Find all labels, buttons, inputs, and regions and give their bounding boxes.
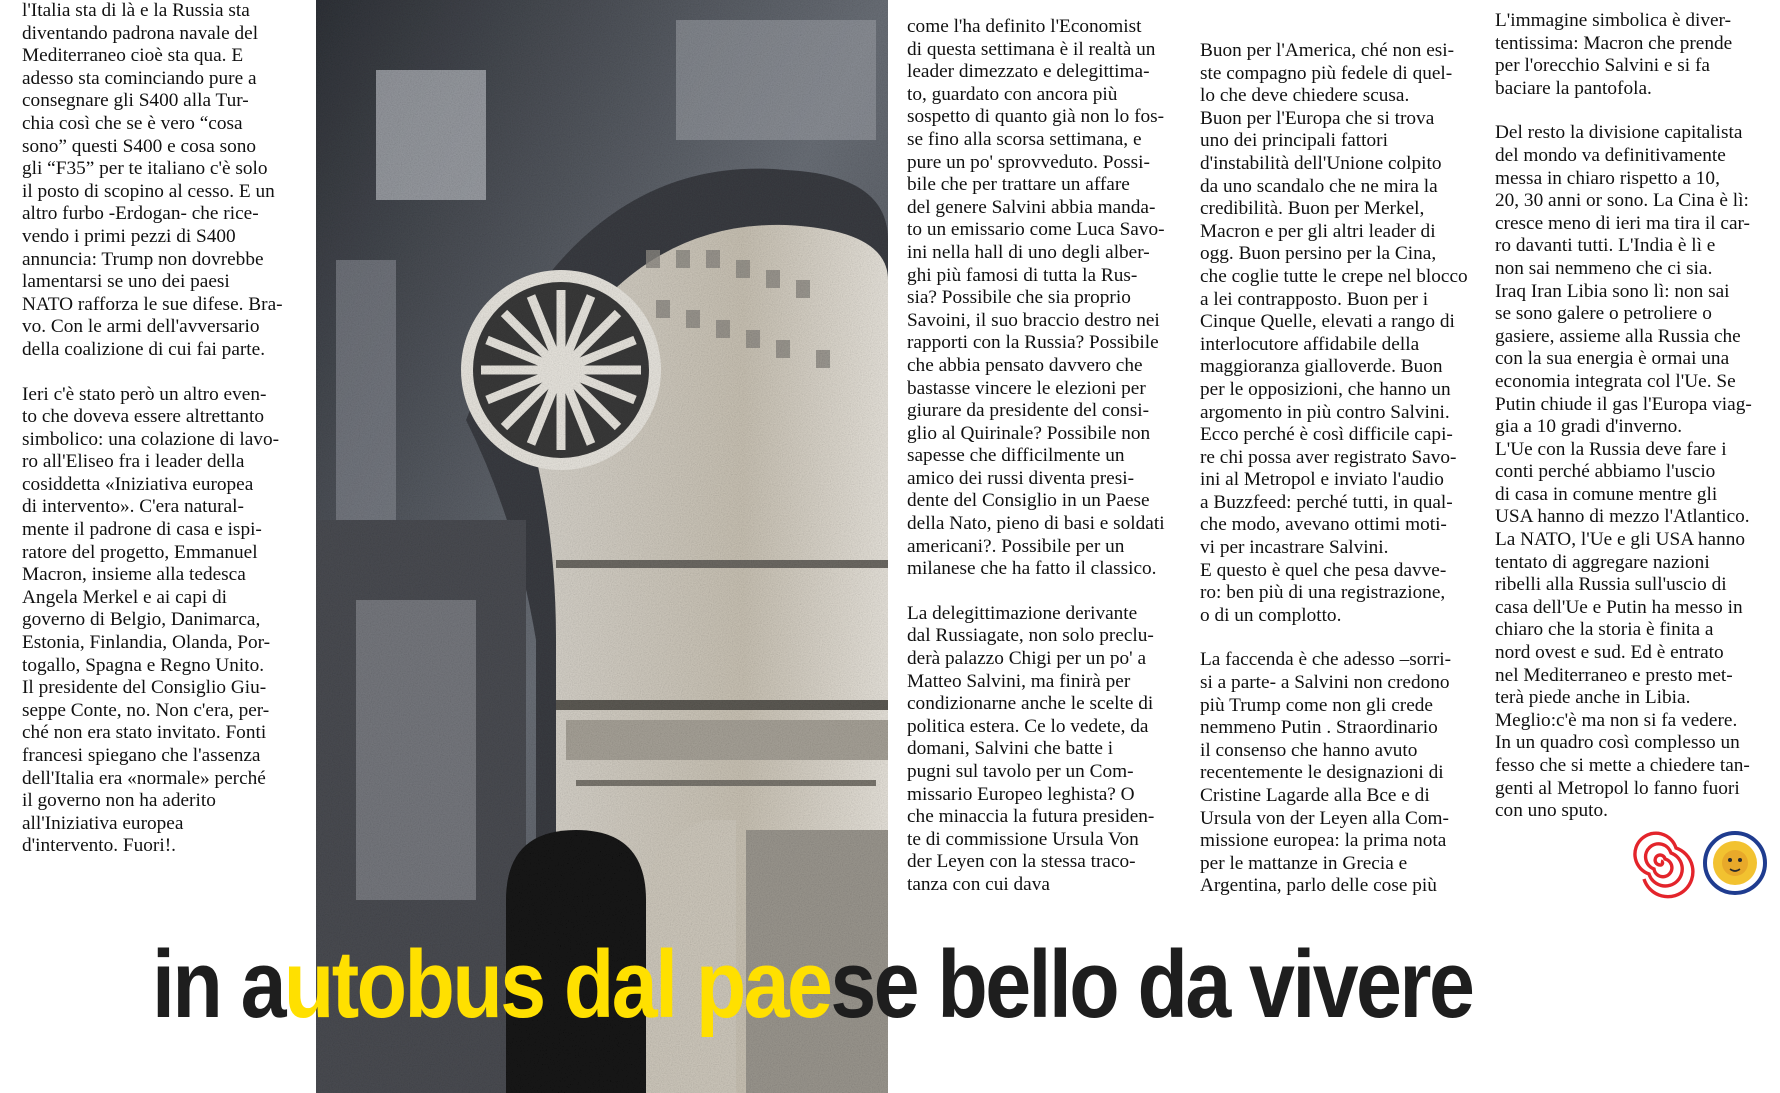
headline-part-3: se bello da vivere <box>830 931 1473 1038</box>
column-3-paragraph-2: La faccenda è che adesso –sorri- si a parte- a Salvini non credono più Trump come non gli crede nemmeno Putin . Straordinario il consenso che hanno avuto recentemente le designazioni di Cristine Lagarde alla Bce e di Ursula von der Leyen alla Com- missione europea: la prima nota per le mattanze in Grecia e Argentina, parlo delle cose più <box>1200 649 1452 897</box>
article-column-4 <box>1495 10 1770 845</box>
column-4-paragraph-1: L'immagine simbolica è diver- tentissima: Macron che prende per l'orecchio Salvini e si fa baciare la pantofola. <box>1495 10 1733 99</box>
logos <box>1628 826 1768 900</box>
article-column-2 <box>907 16 1182 919</box>
column-1-paragraph-1: l'Italia sta di là e la Russia sta diventando padrona navale del Mediterraneo cioè sta qua. E adesso sta cominciando pure a consegnare gli S400 alla Tur- chia così che se è vero “cosa sono” questi S400 e cosa sono gli “F35” per te italiano c'è solo il posto di scopino al cesso. E un altro furbo -Erdogan- che rice- vendo i primi pezzi di S400 annuncia: Trump non dovrebbe lamentarsi se uno dei paesi NATO rafforza le sue difese. Bra- vo. Con le armi dell'avversario della coalizione di cui fai parte. <box>22 0 283 360</box>
lion-logo <box>1705 833 1765 893</box>
column-2-paragraph-2: La delegittimazione derivante dal Russiagate, non solo preclu- derà palazzo Chigi per un po' a Matteo Salvini, ma finirà per condizionarne anche le scelte di politica estera. Ce lo vedete, da domani, Salvini che batte i pugni sul tavolo per un Com- missario Europeo leghista? O che minaccia la futura presiden- te di commissione Ursula Von der Leyen con la stessa traco- tanza con cui dava <box>907 602 1155 895</box>
spiral-logo <box>1635 833 1693 896</box>
column-3-paragraph-1: Buon per l'America, ché non esi- ste compagno più fedele di quel- lo che deve chiedere scusa. Buon per l'Europa che si trova uno dei principali fattori d'instabilità dell'Unione colpito da uno scandalo che ne mira la credibilità. Buon per Merkel, Macron e per gli altri leader di ogg. Buon persino per la Cina, che coglie tutte le crepe nel blocco a lei contrapposto. Buon per i Cinque Quelle, elevati a rango di interlocutore affidabile della maggioranza gialloverde. Buon per le opposizioni, che hanno un argomento in più contro Salvini. Ecco perché è così difficile capi- re chi possa aver registrato Savo- ini al Metropol e inviato l'audio a Buzzfeed: perché tutti, in qual- che modo, avevano ottimi moti- vi per incastrare Salvini. E questo è quel che pesa davve- ro: ben più di una registrazione, o di un complotto. <box>1200 40 1468 626</box>
column-2-paragraph-1: come l'ha definito l'Economist di questa settimana è il realtà un leader dimezzato e delegittima- to, guardato con ancora più sospetto di quanto già non lo fos- se fino alla scorsa settimana, e pure un po' sprovveduto. Possi- bile che per trattare un affare del genere Salvini abbia manda- to un emissario come Luca Savo- ini nella hall di uno degli alber- ghi più famosi di tutta la Rus- sia? Possibile che sia proprio Savoini, il suo braccio destro nei rapporti con la Russia? Possibile che abbia pensato davvero che bastasse vincere le elezioni per giurare da presidente del consi- glio al Quirinale? Possibile non sapesse che difficilmente un amico dei russi diventa presi- dente del Consiglio in un Paese della Nato, pieno di basi e soldati americani?. Possibile per un milanese che ha fatto il classico. <box>907 16 1165 580</box>
headline-part-2: utobus dal pae <box>283 931 831 1038</box>
column-4-paragraph-2: Del resto la divisione capitalista del mondo va definitivamente messa in chiaro rispetto a 10, 20, 30 anni or sono. La Cina è lì: cresce meno di ieri ma tira il car- ro davanti tutti. L'India è lì e non sai nemmeno che ci sia. Iraq Iran Libia sono lì: non sai se sono galere o petroliere o gasiere, assieme alla Russia che con la sua energia è ormai una economia integrata col l'Ue. Se Putin chiude il gas l'Europa viag- gia a 10 gradi d'inverno. L'Ue con la Russia deve fare i conti perché abbiamo l'uscio di casa in comune mentre gli USA hanno di mezzo l'Atlantico. La NATO, l'Ue e gli USA hanno tentato di aggregare nazioni ribelli alla Russia sull'uscio di casa dell'Ue e Putin ha messo in chiaro che la storia è finita a nord ovest e sud. Ed è entrato nel Mediterraneo e presto met- terà piede anche in Libia. Meglio:c'è ma non si fa vedere. In un quadro così complesso un fesso che si mette a chiedere tan- genti al Metropol lo fanno fuori con uno sputo. <box>1495 122 1752 822</box>
column-1-paragraph-2: Ieri c'è stato però un altro even- to che doveva essere altrettanto simbolico: una colazione di lavo- ro all'Eliseo fra i leader della cosiddetta «Iniziativa europea di intervento». C'era natural- mente il padrone di casa e ispi- ratore del progetto, Emmanuel Macron, insieme alla tedesca Angela Merkel e ai capi di governo di Belgio, Danimarca, Estonia, Finlandia, Olanda, Por- togallo, Spagna e Regno Unito. Il presidente del Consiglio Giu- seppe Conte, no. Non c'era, per- ché non era stato invitato. Fonti francesi spiegano che l'assenza dell'Italia era «normale» perché il governo non ha aderito all'Iniziativa europea d'intervento. Fuori!. <box>22 383 280 857</box>
headline-part-1: in a <box>152 931 284 1038</box>
article-column-1 <box>22 0 307 880</box>
headline <box>152 930 1545 1040</box>
article-column-3 <box>1200 40 1480 920</box>
